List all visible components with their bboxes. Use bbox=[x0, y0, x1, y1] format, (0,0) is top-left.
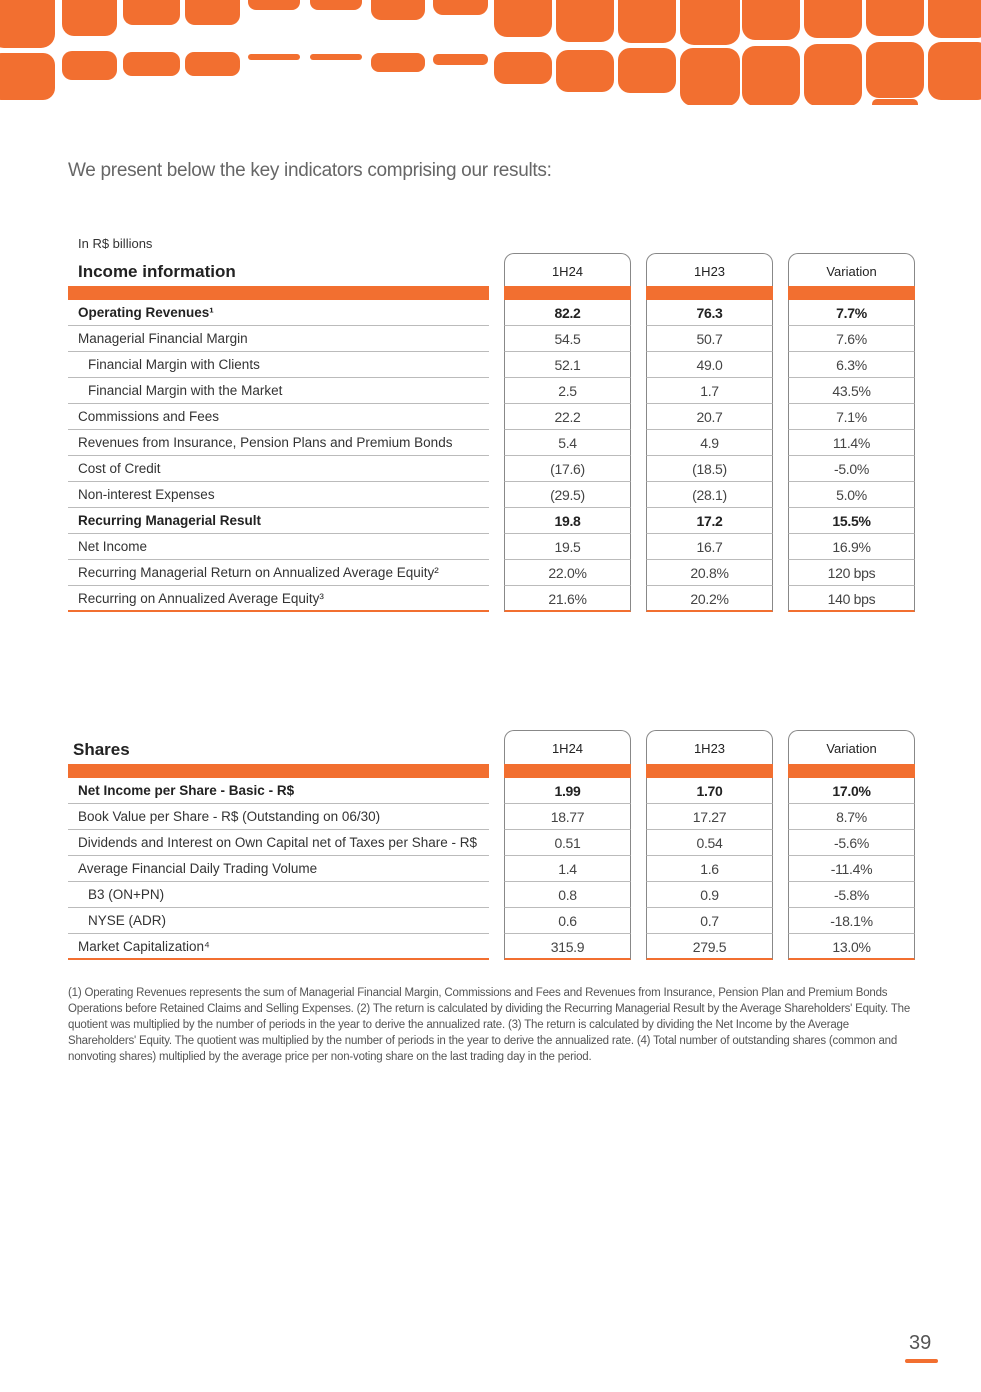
shares-accent-bar bbox=[504, 764, 631, 778]
value-variation: 43.5% bbox=[788, 378, 915, 404]
intro-text: We present below the key indicators comprising our results: bbox=[68, 160, 552, 181]
value-1h23: (28.1) bbox=[646, 482, 773, 508]
decorative-header-pattern bbox=[0, 0, 981, 105]
row-label: Recurring Managerial Return on Annualized Average Equity² bbox=[68, 560, 489, 586]
income-table-title: Income information bbox=[78, 262, 236, 281]
unit-note: In R$ billions bbox=[78, 236, 153, 251]
value-variation: 5.0% bbox=[788, 482, 915, 508]
row-label: Financial Margin with Clients bbox=[68, 352, 489, 378]
value-1h23: 20.2% bbox=[646, 586, 773, 612]
table-row bbox=[0, 804, 981, 830]
value-variation: 16.9% bbox=[788, 534, 915, 560]
value-1h24: 19.5 bbox=[504, 534, 631, 560]
table-row bbox=[0, 352, 981, 378]
value-1h23: 0.9 bbox=[646, 882, 773, 908]
row-label: NYSE (ADR) bbox=[68, 908, 489, 934]
value-1h23: 20.7 bbox=[646, 404, 773, 430]
shares-accent-bar bbox=[788, 764, 915, 778]
value-variation: -5.8% bbox=[788, 882, 915, 908]
row-label: Revenues from Insurance, Pension Plans and Premium Bonds bbox=[68, 430, 489, 456]
table-row bbox=[0, 482, 981, 508]
value-1h24: 0.8 bbox=[504, 882, 631, 908]
shares-col-header-1h24: 1H24 bbox=[504, 730, 631, 764]
income-col-header-1h23: 1H23 bbox=[646, 253, 773, 287]
value-variation: 17.0% bbox=[788, 778, 915, 804]
value-1h24: 22.2 bbox=[504, 404, 631, 430]
value-variation: -18.1% bbox=[788, 908, 915, 934]
value-1h23: 1.70 bbox=[646, 778, 773, 804]
row-label: Managerial Financial Margin bbox=[68, 326, 489, 352]
value-variation: 11.4% bbox=[788, 430, 915, 456]
page-number: 39 bbox=[909, 1332, 932, 1354]
table-row bbox=[0, 908, 981, 934]
row-label: Financial Margin with the Market bbox=[68, 378, 489, 404]
row-label: Commissions and Fees bbox=[68, 404, 489, 430]
page-number-underline bbox=[905, 1359, 938, 1363]
table-row bbox=[0, 830, 981, 856]
value-variation: 8.7% bbox=[788, 804, 915, 830]
table-row bbox=[0, 882, 981, 908]
value-1h23: (18.5) bbox=[646, 456, 773, 482]
table-row bbox=[0, 300, 981, 326]
income-col-header-1h24: 1H24 bbox=[504, 253, 631, 287]
value-variation: 140 bps bbox=[788, 586, 915, 612]
shares-col-header-1h23: 1H23 bbox=[646, 730, 773, 764]
value-1h24: 5.4 bbox=[504, 430, 631, 456]
value-variation: 7.6% bbox=[788, 326, 915, 352]
income-col-header-variation: Variation bbox=[788, 253, 915, 287]
table-row bbox=[0, 856, 981, 882]
row-label: Recurring on Annualized Average Equity³ bbox=[68, 586, 489, 612]
value-1h23: 1.7 bbox=[646, 378, 773, 404]
value-variation: 15.5% bbox=[788, 508, 915, 534]
value-1h24: 315.9 bbox=[504, 934, 631, 960]
value-1h24: 2.5 bbox=[504, 378, 631, 404]
value-1h23: 0.54 bbox=[646, 830, 773, 856]
table-row bbox=[0, 534, 981, 560]
table-row bbox=[0, 404, 981, 430]
value-1h24: 54.5 bbox=[504, 326, 631, 352]
value-1h24: 21.6% bbox=[504, 586, 631, 612]
shares-accent-bar bbox=[68, 764, 489, 778]
value-1h23: 17.2 bbox=[646, 508, 773, 534]
row-label: Market Capitalization⁴ bbox=[68, 934, 489, 960]
income-accent-bar bbox=[504, 286, 631, 300]
value-1h23: 1.6 bbox=[646, 856, 773, 882]
table-row bbox=[0, 456, 981, 482]
value-1h24: (29.5) bbox=[504, 482, 631, 508]
value-1h24: 1.4 bbox=[504, 856, 631, 882]
value-variation: -11.4% bbox=[788, 856, 915, 882]
table-row bbox=[0, 560, 981, 586]
value-1h23: 4.9 bbox=[646, 430, 773, 456]
row-label: Book Value per Share - R$ (Outstanding on 06/30) bbox=[68, 804, 489, 830]
shares-accent-bar bbox=[646, 764, 773, 778]
row-label: Operating Revenues¹ bbox=[68, 300, 489, 326]
row-label: Cost of Credit bbox=[68, 456, 489, 482]
value-1h23: 0.7 bbox=[646, 908, 773, 934]
row-label: Net Income bbox=[68, 534, 489, 560]
value-1h24: 1.99 bbox=[504, 778, 631, 804]
table-row bbox=[0, 508, 981, 534]
table-row bbox=[0, 778, 981, 804]
value-1h23: 76.3 bbox=[646, 300, 773, 326]
income-accent-bar bbox=[788, 286, 915, 300]
value-1h23: 49.0 bbox=[646, 352, 773, 378]
value-variation: -5.0% bbox=[788, 456, 915, 482]
row-label: Dividends and Interest on Own Capital net of Taxes per Share - R$ bbox=[68, 830, 489, 856]
value-variation: -5.6% bbox=[788, 830, 915, 856]
row-label: Net Income per Share - Basic - R$ bbox=[68, 778, 489, 804]
value-1h24: (17.6) bbox=[504, 456, 631, 482]
value-1h24: 82.2 bbox=[504, 300, 631, 326]
value-variation: 6.3% bbox=[788, 352, 915, 378]
table-row bbox=[0, 326, 981, 352]
row-label: Non-interest Expenses bbox=[68, 482, 489, 508]
value-1h24: 0.51 bbox=[504, 830, 631, 856]
value-variation: 7.1% bbox=[788, 404, 915, 430]
value-1h23: 16.7 bbox=[646, 534, 773, 560]
table-row bbox=[0, 430, 981, 456]
table-row bbox=[0, 586, 981, 612]
income-accent-bar bbox=[68, 286, 489, 300]
value-1h23: 20.8% bbox=[646, 560, 773, 586]
value-1h23: 50.7 bbox=[646, 326, 773, 352]
value-1h24: 0.6 bbox=[504, 908, 631, 934]
value-1h24: 22.0% bbox=[504, 560, 631, 586]
income-accent-bar bbox=[646, 286, 773, 300]
value-1h23: 279.5 bbox=[646, 934, 773, 960]
value-variation: 13.0% bbox=[788, 934, 915, 960]
row-label: Recurring Managerial Result bbox=[68, 508, 489, 534]
value-1h23: 17.27 bbox=[646, 804, 773, 830]
footnote: (1) Operating Revenues represents the sum of Managerial Financial Margin, Commissions and Fees and Revenues from Insurance, Pension Plan and Premium Bonds Operations before Retained Claims and Selling Expenses. (2) The return is calculated by dividing the Recurring Managerial Result by the Average Shareholders' Equity. The quotient was multiplied by the number of periods in the year to derive the annualized rate. (3) The return is calculated by dividing the Net Income by the Average Shareholders' Equity. The quotient was multiplied by the number of periods in the year to derive the annualized rate. (4) Total number of outstanding shares (common and nonvoting shares) multiplied by the average price per non-voting share on the last trading day in the period. bbox=[68, 987, 911, 1063]
value-1h24: 19.8 bbox=[504, 508, 631, 534]
table-row bbox=[0, 378, 981, 404]
shares-col-header-variation: Variation bbox=[788, 730, 915, 764]
row-label: Average Financial Daily Trading Volume bbox=[68, 856, 489, 882]
value-1h24: 52.1 bbox=[504, 352, 631, 378]
row-label: B3 (ON+PN) bbox=[68, 882, 489, 908]
shares-table-title: Shares bbox=[73, 740, 130, 759]
value-variation: 7.7% bbox=[788, 300, 915, 326]
value-1h24: 18.77 bbox=[504, 804, 631, 830]
value-variation: 120 bps bbox=[788, 560, 915, 586]
table-row bbox=[0, 934, 981, 960]
